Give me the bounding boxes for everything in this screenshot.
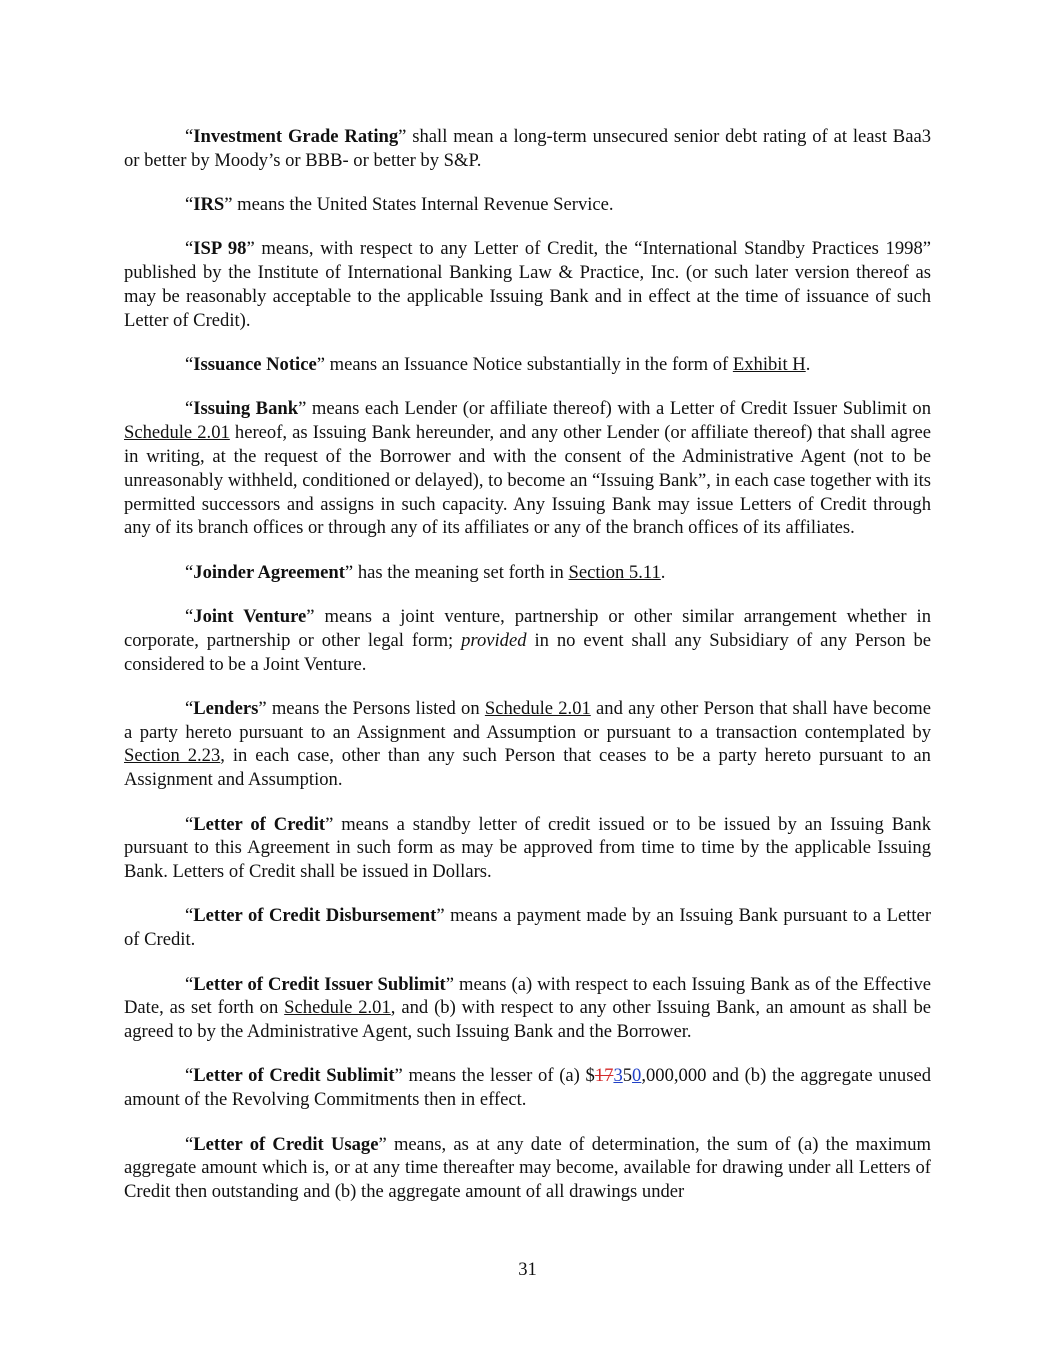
definition-text: ,000,000 and (b) the aggregate unused amount of the Revolving Commitments then in effect. [124, 1065, 932, 1111]
definition-text: ” means, as at any date of determination, the sum of (a) the maximum aggregate amount which is, or at any time thereafter may become, available for drawing under all Letters of Credit then outstanding and (b) the aggregate amount of all drawings under [124, 1133, 931, 1203]
redline-inserted-text: 0 [632, 1065, 642, 1087]
open-quote: “ [185, 238, 194, 260]
defined-term: Letter of Credit [193, 813, 326, 835]
defined-term: Letter of Credit Issuer Sublimit [193, 973, 446, 995]
definition-letter-of-credit [124, 813, 931, 884]
definition-text: ” means, with respect to any Letter of Credit, the “International Standby Practices 1998” published by the Institute of International Banking Law & Practice, Inc. (or such later version thereof as may be reasonably acceptable to the applicable Issuing Bank and in effect at the time of issuance of such Letter of Credit). [124, 238, 931, 331]
redline-inserted-text: 3 [613, 1065, 623, 1087]
defined-term: Joinder Agreement [193, 561, 345, 583]
definition-text: ” means the United States Internal Revenue Service. [224, 194, 614, 216]
open-quote: “ [185, 813, 194, 835]
definition-text: 5 [622, 1065, 633, 1087]
definition-text: ” has the meaning set forth in [344, 561, 569, 583]
definition-text: . [660, 561, 666, 583]
defined-term: Letter of Credit Sublimit [193, 1065, 395, 1087]
definition-isp-98 [124, 237, 931, 332]
cross-reference-section-5-11[interactable]: Section 5.11 [568, 561, 661, 583]
definition-lenders [124, 697, 931, 792]
open-quote: “ [185, 1065, 194, 1087]
open-quote: “ [185, 605, 194, 627]
open-quote: “ [185, 561, 194, 583]
open-quote: “ [185, 398, 194, 420]
definition-loc-usage [124, 1133, 931, 1204]
italic-proviso: provided [461, 629, 527, 651]
open-quote: “ [185, 194, 194, 216]
definition-text: ” means an Issuance Notice substantially in the form of [316, 354, 733, 376]
definition-investment-grade-rating [124, 125, 931, 173]
redline-deleted-text: 17 [594, 1065, 614, 1087]
definition-text: ” means a payment made by an Issuing Bank pursuant to a Letter of Credit. [124, 905, 932, 951]
definition-joint-venture [124, 605, 931, 676]
defined-term: Investment Grade Rating [193, 126, 399, 147]
open-quote: “ [185, 354, 194, 376]
definition-text: and any other Person that shall have become a party hereto pursuant to an Assignment and Assumption or pursuant to a transaction contemplated by [124, 697, 931, 743]
definition-text: ” means each Lender (or affiliate thereof) with a Letter of Credit Issuer Sublimit on [298, 398, 931, 420]
page-number: 31 [518, 1259, 537, 1280]
cross-reference-schedule-2-01[interactable]: Schedule 2.01 [484, 697, 591, 719]
definition-text: ” means (a) with respect to each Issuing Bank as of the Effective Date, as set forth on [124, 973, 931, 1019]
definition-joinder-agreement [124, 561, 931, 585]
defined-term: Joint Venture [193, 605, 307, 627]
cross-reference-schedule-2-01[interactable]: Schedule 2.01 [284, 997, 391, 1019]
definition-text: ” means a joint venture, partnership or other similar arrangement whether in corporate, partnership or other legal form; [124, 605, 932, 651]
definitions-section [124, 125, 931, 1224]
cross-reference-exhibit-h[interactable]: Exhibit H [732, 354, 806, 376]
defined-term: ISP 98 [193, 238, 247, 260]
definition-issuance-notice [124, 353, 931, 377]
open-quote: “ [185, 905, 194, 927]
defined-term: Issuance Notice [193, 354, 317, 376]
cross-reference-schedule-2-01[interactable]: Schedule 2.01 [124, 422, 230, 444]
defined-term: Lenders [193, 697, 259, 719]
definition-irs [124, 193, 931, 217]
definition-text: ” means the lesser of (a) $ [394, 1065, 595, 1087]
defined-term: IRS [193, 194, 225, 216]
open-quote: “ [185, 697, 194, 719]
definition-loc-issuer-sublimit [124, 973, 931, 1044]
open-quote: “ [185, 1133, 194, 1155]
defined-term: Letter of Credit Disbursement [193, 905, 437, 927]
cross-reference-section-2-23[interactable]: Section 2.23 [124, 745, 221, 767]
definition-loc-sublimit [124, 1064, 931, 1112]
definition-loc-disbursement [124, 904, 931, 952]
definition-text: ” means a standby letter of credit issued or to be issued by an Issuing Bank pursuant to this Agreement in such form as may be approved from time to time by the applicable Issuing Bank. Letters of Credit shall be issued in Dollars. [124, 813, 931, 883]
open-quote: “ [185, 126, 194, 147]
defined-term: Issuing Bank [193, 398, 299, 420]
defined-term: Letter of Credit Usage [193, 1133, 379, 1155]
definition-text: , in each case, other than any such Person that ceases to be a party hereto pursuant to an Assignment and Assumption. [124, 745, 931, 791]
definition-text: in no event shall any Subsidiary of any Person be considered to be a Joint Venture. [124, 629, 931, 675]
definition-text: ” shall mean a long-term unsecured senior debt rating of at least Baa3 or better by Moody’s or BBB- or better by S&P. [124, 126, 932, 171]
definition-text: ” means the Persons listed on [258, 697, 485, 719]
open-quote: “ [185, 973, 194, 995]
definition-text: hereof, as Issuing Bank hereunder, and any other Lender (or affiliate thereof) that shall agree in writing, at the request of the Borrower and with the consent of the Administrative Agent (not to be unreasonably withheld, conditioned or delayed), to become an “Issuing Bank”, in each case together with its permitted successors and assigns in such capacity. Any Issuing Bank may issue Letters of Credit through any of its branch offices or through any of its affiliates or any of the branch offices of its affiliates. [124, 422, 932, 539]
definition-text: , and (b) with respect to any other Issuing Bank, an amount as shall be agreed to by the Administrative Agent, such Issuing Bank and the Borrower. [124, 997, 931, 1043]
definition-issuing-bank [124, 397, 931, 540]
definition-text: . [805, 354, 811, 376]
